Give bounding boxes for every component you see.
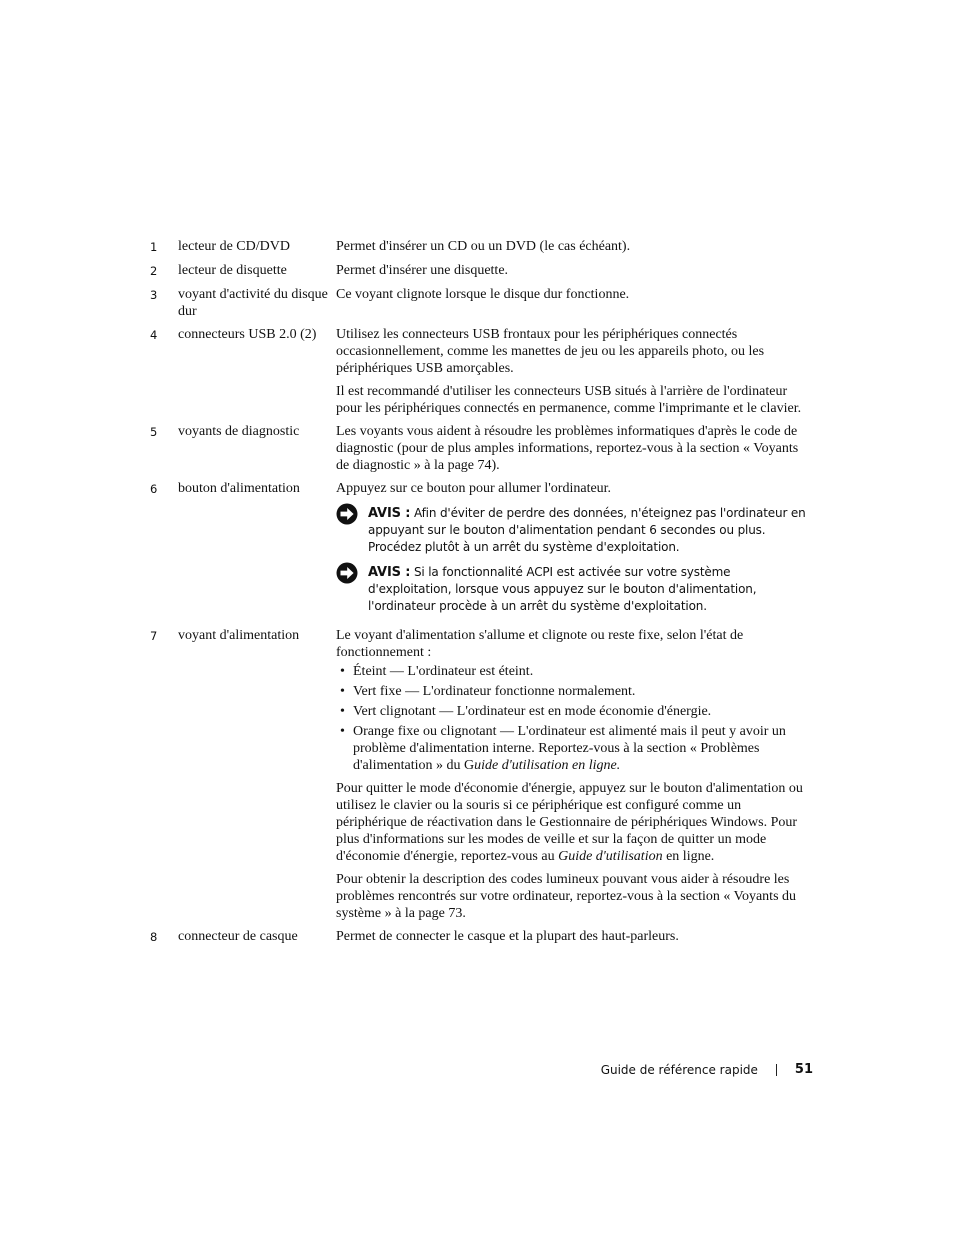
item-number: 7 xyxy=(150,629,158,643)
item-description xyxy=(336,627,810,922)
reference-table xyxy=(150,238,810,952)
table-row xyxy=(150,627,810,922)
notice-label: AVIS : xyxy=(368,565,411,580)
arrow-right-circle-icon xyxy=(336,503,358,525)
notice-text: Si la fonctionnalité ACPI est activée sur votre système d'exploitation, lorsque vous appuyez sur le bouton d'alimentation, l'ordinateur procède à un arrêt du système d'exploitation. xyxy=(368,565,757,613)
item-name: voyants de diagnostic xyxy=(178,424,300,439)
item-description: Permet de connecter le casque et la plupart des haut-parleurs. xyxy=(336,929,679,944)
item-name: connecteurs USB 2.0 (2) xyxy=(178,327,317,342)
table-row xyxy=(150,480,810,621)
guide-title: Guide d'utilisation xyxy=(558,849,663,864)
item-name: bouton d'alimentation xyxy=(178,481,300,496)
table-row xyxy=(150,262,810,280)
item-description: Permet d'insérer une disquette. xyxy=(336,263,509,278)
item-name: connecteur de casque xyxy=(178,929,298,944)
page-footer xyxy=(601,1062,813,1077)
footer-title: Guide de référence rapide xyxy=(600,1062,758,1077)
list-item: • Vert clignotant — L'ordinateur est en mode économie d'énergie. xyxy=(336,703,810,720)
item-number: 8 xyxy=(150,930,158,944)
page-number: 51 xyxy=(794,1062,813,1077)
guide-title: uide d'utilisation en ligne. xyxy=(474,758,621,773)
item-description: Permet d'insérer un CD ou un DVD (le cas échéant). xyxy=(336,239,631,254)
notice-label: AVIS : xyxy=(368,506,411,521)
description-paragraph: Pour quitter le mode d'économie d'énergie, appuyez sur le bouton d'alimentation ou utilisez le clavier ou la souris si ce périphérique est configuré comme un périphérique de réactivation dans le Gestionnaire de périphériques Windows. Pour plus d'informations sur les modes de veille et sur la façon de quitter un mode d'économie d'énergie, reportez-vous au Guide d'utilisation en ligne. xyxy=(336,781,803,864)
item-number: 6 xyxy=(150,482,158,496)
table-row xyxy=(150,423,810,474)
arrow-right-circle-icon xyxy=(336,562,358,584)
description-paragraph: Utilisez les connecteurs USB frontaux pour les périphériques connectés occasionnellement, comme les manettes de jeu ou les appareils photo, ou les périphériques USB amorçables. xyxy=(336,327,765,376)
description-paragraph: Le voyant d'alimentation s'allume et clignote ou reste fixe, selon l'état de fonctionnement : xyxy=(336,628,744,660)
item-number: 1 xyxy=(150,240,158,254)
description-paragraph: Pour obtenir la description des codes lumineux pouvant vous aider à résoudre les problèmes rencontrés sur votre ordinateur, reportez-vous à la section « Voyants du système » à la page 73. xyxy=(336,872,797,921)
description-paragraph: Il est recommandé d'utiliser les connecteurs USB situés à l'arrière de l'ordinateur pour les périphériques connectés en permanence, comme l'imprimante et le clavier. xyxy=(336,384,802,416)
list-item: • Vert fixe — L'ordinateur fonctionne normalement. xyxy=(336,683,810,700)
table-row xyxy=(150,326,810,417)
item-name: voyant d'alimentation xyxy=(178,628,300,643)
item-name: voyant d'activité du disque dur xyxy=(178,287,328,319)
item-description: Ce voyant clignote lorsque le disque dur fonctionne. xyxy=(336,287,630,302)
description-paragraph: Appuyez sur ce bouton pour allumer l'ordinateur. xyxy=(336,481,612,496)
table-row xyxy=(150,928,810,946)
item-number: 5 xyxy=(150,425,158,439)
item-number: 4 xyxy=(150,328,158,342)
list-item: • Orange fixe ou clignotant — L'ordinateur est alimenté mais il peut y avoir un problème d'alimentation interne. Reportez-vous à la section « Problèmes d'alimentation » du Guide d'utilisation en ligne. xyxy=(336,723,810,774)
footer-divider xyxy=(776,1064,777,1076)
item-number: 2 xyxy=(150,264,158,278)
list-item: • Éteint — L'ordinateur est éteint. xyxy=(336,663,810,680)
item-number: 3 xyxy=(150,288,158,302)
item-description xyxy=(336,326,810,417)
item-description: Les voyants vous aident à résoudre les problèmes informatiques d'après le code de diagnostic (pour de plus amples informations, reportez-vous à la section « Voyants de diagnostic » à la page 74). xyxy=(336,424,799,473)
item-name: lecteur de CD/DVD xyxy=(178,239,290,254)
item-description xyxy=(336,480,810,621)
notice-callout xyxy=(336,505,810,556)
notice-text: Afin d'éviter de perdre des données, n'éteignez pas l'ordinateur en appuyant sur le bouton d'alimentation pendant 6 secondes ou plus. Procédez plutôt à un arrêt du système d'exploitation. xyxy=(368,506,806,554)
table-row xyxy=(150,286,810,320)
item-name: lecteur de disquette xyxy=(178,263,287,278)
notice-callout xyxy=(336,564,810,615)
status-list xyxy=(336,663,810,774)
table-row xyxy=(150,238,810,256)
